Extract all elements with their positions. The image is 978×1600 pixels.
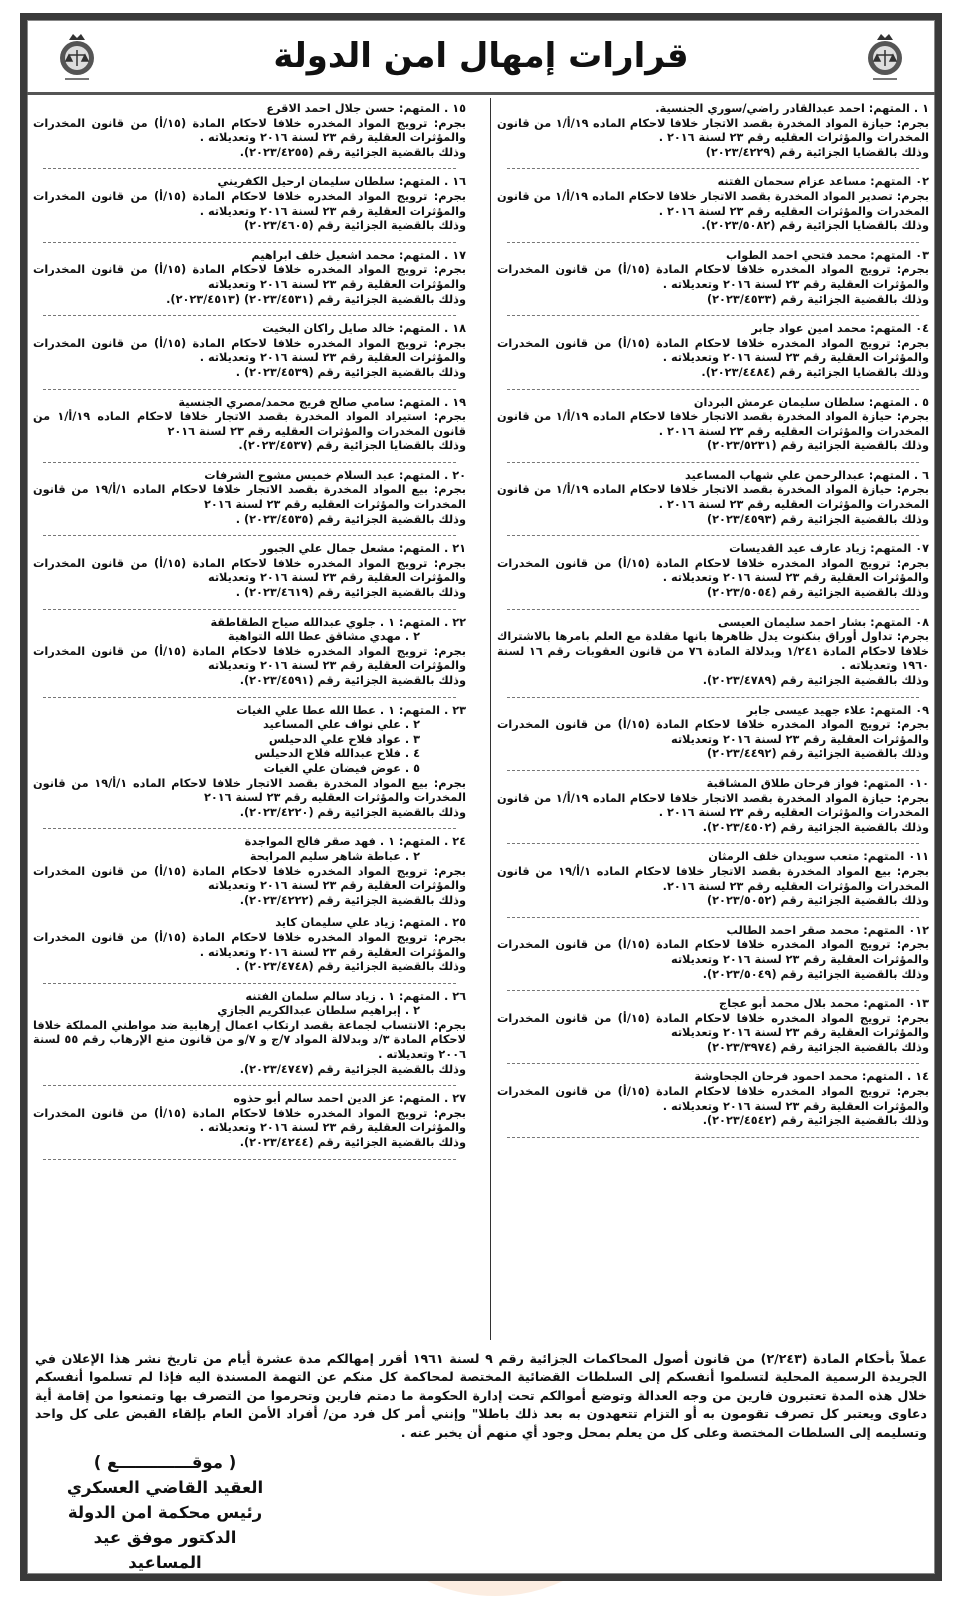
decision-entry [497, 920, 929, 986]
charge-text: بجرم: ترويج المواد المخدره خلافا لاحكام المادة (١٥/أ) من قانون المخدرات والمؤثرات العقلية رقم ٢٣ لسنة ٢٠١٦ وتعديلاته . [33, 336, 466, 365]
charge-text: بجرم: ترويج المواد المخدره خلافا لاحكام المادة (١٥/أ) من قانون المخدرات والمؤثرات العقلية رقم ٢٣ لسنة ٢٠١٦ وتعديلاته . [33, 930, 466, 959]
case-number: وذلك بالقضية الجزائية رقم (٢٠٢٣/٤٢٢٢). [239, 893, 466, 907]
decision-entry [497, 245, 929, 311]
co-accused-name: ٤ . فلاح عبدالله فلاح الدحيلس [254, 747, 420, 761]
decision-entry [33, 318, 466, 384]
dashed-divider [43, 828, 456, 829]
decision-entry [33, 98, 466, 164]
case-number: وذلك بالقضية الجزائية رقم (٢٠٢٣/٤٧٤٨) . [235, 960, 466, 974]
case-number: وذلك بالقضية الجزائية رقم (٢٠٢٣/٣٩٧٤) [706, 1040, 929, 1054]
case-number: وذلك بالقضايا الجزائية رقم (٢٠٢٣/٤٢٢٩) [705, 145, 929, 159]
decision-entry [497, 700, 929, 766]
dashed-divider [507, 609, 919, 610]
decision-entry [497, 993, 929, 1059]
decision-entry [497, 318, 929, 384]
signature-block [55, 1450, 275, 1575]
accused-name: ٢٥ . المتهم: زياد علي سليمان كايد [275, 916, 466, 930]
accused-name: ٠٧ المتهم: زياد عارف عيد القديسات [729, 542, 929, 556]
page-title: قرارات إمهال امن الدولة [273, 36, 689, 76]
dashed-divider [43, 535, 456, 536]
charge-text: بجرم: حيازة المواد المخدرة بقصد الاتجار خلافا لاحكام الماده ١٩/أ/١ من قانون المخدرات والمؤثرات العقليه رقم ٢٣ لسنة ٢٠١٦ . [497, 116, 929, 145]
charge-text: بجرم: ترويج المواد المخدره خلافا لاحكام المادة (١٥/أ) من قانون المخدرات والمؤثرات العقلية رقم ٢٣ لسنة ٢٠١٦ وتعديلاته [33, 556, 466, 585]
accused-name: ٠١٢ المتهم: محمد صقر احمد الطالب [726, 923, 929, 937]
signed-label: ( موقـــــــــــــع ) [93, 1453, 237, 1472]
charge-text: بجرم: حيازة المواد المخدرة بقصد الاتجار خلافا لاحكام الماده ١٩/أ/١ من قانون المخدرات والمؤثرات العقليه رقم ٢٣ لسنة ٢٠١٦ . [497, 410, 929, 438]
case-number: وذلك بالقضية الجزائية رقم (٢٠٢٣/٤٤٩٢) [706, 747, 929, 761]
decision-entry [497, 465, 929, 531]
decision-entry [33, 171, 466, 237]
charge-text: بجرم: ترويج المواد المخدره خلافا لاحكام المادة (١٥/أ) من قانون المخدرات والمؤثرات العقلية رقم ٢٣ لسنة ٢٠١٦ وتعديلاته . [497, 1085, 929, 1113]
dashed-divider [43, 168, 456, 169]
charge-text: بجرم: ترويج المواد المخدره خلافا لاحكام المادة (١٥/أ) من قانون المخدرات والمؤثرات العقلية رقم ٢٣ لسنة ٢٠١٦ وتعديلاته [497, 718, 929, 746]
case-number: وذلك بالقضية الجزائية رقم (٢٠٢٣/٤٥٣٩) . [235, 365, 466, 379]
dashed-divider [507, 770, 919, 771]
charge-text: بجرم: ترويج المواد المخدره خلافا لاحكام المادة (١٥/أ) من قانون المخدرات والمؤثرات العقلية رقم ٢٣ لسنة ٢٠١٦ وتعديلاته [33, 644, 466, 673]
charge-text: بجرم: بيع المواد المخدرة بقصد الاتجار خلافا لاحكام الماده ١/أ/١٩ من قانون المخدرات والمؤثرات العقليه رقم ٢٣ لسنة ٢٠١٦. [497, 864, 929, 893]
dashed-divider [507, 315, 919, 316]
accused-name: ٠٤ المتهم: محمد امين عواد جابر [751, 322, 929, 336]
court-emblem-icon [857, 30, 913, 86]
case-number: وذلك بالقضية الجزائية رقم (٢٠٢٣/٥٠٥٤) [706, 586, 929, 600]
decision-entry [497, 538, 929, 604]
decision-entry [33, 245, 466, 311]
court-emblem-icon [49, 30, 105, 86]
decision-entry [497, 773, 929, 839]
dashed-divider [507, 242, 919, 243]
charge-text: بجرم: ترويج المواد المخدره خلافا لاحكام المادة (١٥/أ) من قانون المخدرات والمؤثرات العقلية رقم ٢٣ لسنة ٢٠١٦ وتعديلاته [497, 938, 929, 966]
charge-text: بجرم: ترويج المواد المخدره خلافا لاحكام المادة (١٥/أ) من قانون المخدرات والمؤثرات العقلية رقم ٢٣ لسنة ٢٠١٦ وتعديلاته . [33, 116, 466, 145]
accused-name: ٢٤ . المتهم: ١ . فهد صقر فالح المواجدة [244, 835, 466, 849]
case-number: وذلك بالقضية الجزائية رقم (٢٠٢٣/٤٥٤٢). [702, 1114, 929, 1128]
accused-name: ٠١٠ المتهم: فواز فرحان طلاق المشاقبة [706, 776, 929, 790]
header [27, 20, 935, 95]
accused-name: ١٥ . المتهم: حسن جلال احمد الاقرع [266, 102, 466, 115]
accused-name: ٢١ . المتهم: مشعل جمال علي الجبور [260, 542, 466, 556]
signatory-name: الدكتور موفق عيد المساعيد [93, 1528, 237, 1572]
accused-name: ١٨ . المتهم: خالد صايل راكان البخيت [262, 322, 466, 336]
charge-text: بجرم: بيع المواد المخدرة بقصد الاتجار خلافا لاحكام الماده ١/أ/١٩ من قانون المخدرات والمؤثرات العقليه رقم ٢٣ لسنة ٢٠١٦ [33, 776, 466, 805]
co-accused-name: ٥ . عوض فيضان علي الغيات [263, 761, 420, 775]
decision-entry [497, 98, 929, 164]
decision-entry [33, 912, 466, 978]
case-number: وذلك بالقضية الجزائية رقم (٢٠٢٣/٤٥٣١) (٢٠٢٣/٤٥١٣). [166, 292, 466, 306]
dashed-divider [507, 1063, 919, 1064]
charge-text: بجرم: بيع المواد المخدرة بقصد الاتجار خلافا لاحكام الماده ١/أ/١٩ من قانون المخدرات والمؤثرات العقليه رقم ٢٣ لسنة ٢٠١٦ [33, 483, 466, 512]
case-number: وذلك بالقضية الجزائية رقم (٢٠٢٣/٤٥٣٥) . [235, 512, 466, 526]
decision-entry [33, 1088, 466, 1154]
accused-name: ٠٢ المتهم: مساعد عزام سحمان الفتنه [717, 175, 929, 189]
accused-name: ٠١٣ المتهم: محمد بلال محمد أبو عجاج [719, 997, 929, 1011]
case-number: وذلك بالقضية الجزائية رقم (٢٠٢٣/٤٦٠٥) [243, 219, 466, 233]
case-number: وذلك بالقضية الجزائية رقم (٢٠٢٣/٤٢٤٤). [239, 1136, 466, 1150]
accused-name: ١٤ . المتهم: محمد احمود فرحان الجحاوشة [694, 1070, 929, 1084]
accused-name: ٠٣ المتهم: محمد فتحي احمد الطواب [726, 248, 929, 262]
co-accused-name: ٢ . عباطة شاهر سليم المرابحة [249, 849, 420, 863]
dashed-divider [507, 389, 919, 390]
case-number: وذلك بالقضية الجزائية رقم (٢٠٢٣/٤٥٠٢). [702, 820, 929, 834]
charge-text: بجرم: حيازة المواد المخدرة بقصد الاتجار خلافا لاحكام الماده ١٩/أ/١ من قانون المخدرات والمؤثرات العقليه رقم ٢٣ لسنة ٢٠١٦ . [497, 483, 929, 512]
co-accused-name: ٢ . مهدي مشاقق عطا الله التواهية [228, 630, 420, 644]
charge-text: بجرم: ترويج المواد المخدره خلافا لاحكام المادة (١٥/أ) من قانون المخدرات والمؤثرات العقلية رقم ٢٣ لسنة ٢٠١٦ وتعديلاته . [33, 189, 466, 218]
decision-entry [497, 1066, 929, 1132]
accused-name: ١٦ . المتهم: سلطان سليمان ارحيل الكفريني [217, 175, 466, 189]
decision-entry [497, 392, 929, 458]
decision-entry [33, 986, 466, 1082]
accused-name: ٦ . المتهم: عبدالرحمن علي شهاب المساعيد [684, 468, 929, 482]
case-number: وذلك بالقضية الجزائية رقم (٢٠٢٣/٤٥٣٣) [706, 292, 929, 306]
charge-text: بجرم: ترويج المواد المخدره خلافا لاحكام المادة (١٥/أ) من قانون المخدرات والمؤثرات العقلية رقم ٢٣ لسنة ٢٠١٦ وتعديلاته . [497, 263, 929, 291]
case-number: وذلك بالقضايا الجزائية رقم (٢٠٢٣/٥٠٨٢). [701, 219, 929, 233]
charge-text: بجرم: حيازة المواد المخدرة بقصد الاتجار خلافا لاحكام الماده ١٩/أ/١ من قانون المخدرات والمؤثرات العقليه رقم ٢٣ لسنة ٢٠١٦ . [497, 791, 929, 820]
legal-notice-paragraph: عملاً بأحكام المادة (٢/٢٤٣) من قانون أصول المحاكمات الجزائية رقم ٩ لسنة ١٩٦١ أقرر إمهالكم مدة عشرة أيام من تاريخ نشر هذا الإعلان في الجريدة الرسمية المحلية لتسلموا أنفسكم إلى السلطات القضائية المختصة لمحاكمة كل منكم عن التهمة المسندة اليه فإذا لم تسلموا أنفسكم خلال هذه المدة تعتبرون فارين من وجه العدالة وتوضع أموالكم تحت إدارة الحكومة ما دمتم فارين وتحرموا من التصرف بها وتمنعوا من إقامة أية دعاوى ويعتبر كل تصرف تقومون به أو التزام تتعهدون به بعد ذلك باطلا" وإنني أمر كل فرد من/ أفراد الأمن العام بإلقاء القبض على كل واحد وتسليمه إلى السلطات المختصة وعلى كل من يعلم بمحل وجود أي منهم أن يخبر عنه . [35, 1351, 927, 1440]
charge-text: بجرم: الانتساب لجماعة بقصد ارتكاب اعمال إرهابية ضد مواطني المملكة خلافا لاحكام المادة ٣/د وبدلالة المواد ٧/ج و ٧/و من قانون منع الإرهاب رقم ٥٥ لسنة ٢٠٠٦ وتعديلاته . [33, 1018, 466, 1062]
signatory-rank: العقيد القاضي العسكري [66, 1478, 264, 1497]
accused-name: ٢٣ . المتهم: ١ . عطا الله عطا علي الغيات [236, 703, 466, 717]
dashed-divider [43, 697, 456, 698]
dashed-divider [507, 462, 919, 463]
decision-entry [33, 700, 466, 825]
dashed-divider [43, 389, 456, 390]
charge-text: بجرم: ترويج المواد المخدره خلافا لاحكام المادة (١٥/أ) من قانون المخدرات والمؤثرات العقلية رقم ٢٣ لسنة ٢٠١٦ وتعديلاته . [33, 1106, 466, 1135]
co-accused-name: ٢ . علي نواف علي المساعيد [263, 718, 420, 732]
decision-entry [33, 612, 466, 693]
co-accused-name: ٣ . عواد فلاح علي الدحيلس [268, 732, 420, 746]
case-number: وذلك بالقضية الجزائية رقم (٢٠٢٣/٤٧٤٧). [239, 1062, 466, 1076]
case-number: وذلك بالقضية الجزائية رقم (٢٠٢٣/٤٢٢٠). [239, 805, 466, 819]
charge-text: بجرم: استيراد المواد المخدرة بقصد الاتجار خلافا لاحكام الماده ١٩/أ/١ من قانون المخدرات والمؤثرات العقليه رقم ٢٣ لسنة ٢٠١٦ [33, 410, 466, 438]
case-number: وذلك بالقضايا الجزائية رقم (٢٠٢٣/٤٥٣٧). [238, 439, 466, 453]
charge-text: بجرم: ترويج المواد المخدره خلافا لاحكام المادة (١٥/أ) من قانون المخدرات والمؤثرات العقلية رقم ٢٣ لسنة ٢٠١٦ وتعديلاته . [497, 556, 929, 585]
case-number: وذلك بالقضية الجزائية رقم (٢٠٢٣/٤٥٩٣) [706, 512, 929, 526]
dashed-divider [43, 609, 456, 610]
case-number: وذلك بالقضية الجزائية رقم (٢٠٢٣/٥٠٥٢) [706, 894, 929, 908]
case-number: وذلك بالقضية الجزائية رقم (٢٠٢٣/٤٢٥٥). [239, 145, 466, 159]
accused-name: ١٩ . المتهم: سامي صالح فريج محمد/مصري الجنسية [178, 395, 466, 409]
charge-text: بجرم: ترويج المواد المخدره خلافا لاحكام المادة (١٥/أ) من قانون المخدرات والمؤثرات العقلية رقم ٢٣ لسنة ٢٠١٦ وتعديلاته . [497, 336, 929, 365]
accused-name: ٠٩ المتهم: علاء جهيد عيسى جابر [746, 703, 929, 717]
charge-text: بجرم: ترويج المواد المخدره خلافا لاحكام المادة (١٥/أ) من قانون المخدرات والمؤثرات العقلية رقم ٢٣ لسنة ٢٠١٦ وتعديلاته [33, 263, 466, 291]
decision-entry [33, 831, 466, 912]
accused-name: ٥ . المتهم: سلطان سليمان عرمش البردان [693, 395, 929, 409]
case-number: وذلك بالقضية الجزائية رقم (٢٠٢٣/٥٠٤٩). [702, 967, 929, 981]
dashed-divider [507, 697, 919, 698]
case-number: وذلك بالقضية الجزائية رقم (٢٠٢٣/٤٦١٩) . [235, 586, 466, 600]
right-column [490, 98, 935, 1340]
charge-text: بجرم: ترويج المواد المخدره خلافا لاحكام المادة (١٥/أ) من قانون المخدرات والمؤثرات العقلية رقم ٢٣ لسنة ٢٠١٦ وتعديلاته [497, 1011, 929, 1040]
accused-name: ٢٧ . المتهم: عز الدين احمد سالم أبو حذوه [233, 1092, 466, 1106]
left-column [27, 98, 472, 1340]
case-number: وذلك بالقضايا الجزائية رقم (٢٠٢٣/٤٤٨٤). [701, 365, 929, 379]
case-number: وذلك بالقضية الجزائية رقم (٢٠٢٣/٤٧٨٩). [702, 674, 929, 687]
decision-entry [33, 465, 466, 531]
dashed-divider [43, 983, 456, 984]
accused-name: ٢٠ . المتهم: عبد السلام خميس مشوح الشرفات [204, 468, 466, 482]
accused-name: ١ . المتهم: احمد عبدالقادر راضي/سوري الجنسية. [655, 102, 929, 115]
accused-name: ٢٦ . المتهم: ١ . زياد سالم سلمان الفتنه [245, 989, 466, 1003]
decisions-columns [27, 98, 935, 1340]
dashed-divider [507, 535, 919, 536]
decision-entry [33, 538, 466, 604]
dashed-divider [43, 462, 456, 463]
decision-entry [497, 846, 929, 912]
charge-text: بجرم: ترويج المواد المخدره خلافا لاحكام المادة (١٥/أ) من قانون المخدرات والمؤثرات العقلية رقم ٢٣ لسنة ٢٠١٦ وتعديلاته [33, 864, 466, 893]
case-number: وذلك بالقضية الجزائية رقم (٢٠٢٣/٤٥٩١). [239, 674, 466, 687]
accused-name: ٠١١ المتهم: متعب سويدان خلف الرمثان [708, 850, 929, 864]
co-accused-name: ٢ . إبراهيم سلطان عبدالكريم الجازي [217, 1004, 420, 1018]
dashed-divider [507, 990, 919, 991]
charge-text: بجرم: تصدير المواد المخدرة بقصد الاتجار خلافا لاحكام الماده ١٩/أ/١ من قانون المخدرات والمؤثرات العقليه رقم ٢٣ لسنة ٢٠١٦ . [497, 189, 929, 218]
dashed-divider [507, 917, 919, 918]
case-number: وذلك بالقضية الجزائية رقم (٢٠٢٣/٥٢٣١) [706, 439, 929, 453]
notice-frame [20, 13, 942, 1581]
signatory-position: رئيس محكمة امن الدولة [67, 1503, 263, 1522]
dashed-divider [507, 843, 919, 844]
charge-text: بجرم: تداول أوراق بنكنوت يدل ظاهرها بانها مقلدة مع العلم بامرها بالاشتراك خلافا لاحكام المادة ١/٢٤١ وبدلالة المادة ٧٦ من قانون العقوبات رقم ١٦ لسنة ١٩٦٠ وتعديلاته . [497, 630, 930, 673]
dashed-divider [507, 1137, 919, 1138]
dashed-divider [43, 315, 456, 316]
dashed-divider [43, 1159, 456, 1160]
accused-name: ١٧ . المتهم: محمد اشعيل خلف ابراهيم [251, 248, 466, 262]
dashed-divider [43, 1085, 456, 1086]
decision-entry [497, 171, 929, 237]
decision-entry [497, 612, 929, 693]
dashed-divider [507, 168, 919, 169]
dashed-divider [43, 242, 456, 243]
accused-name: ٢٢ . المتهم: ١ . جلوي عبدالله صياح الطقاطقة [210, 615, 466, 629]
decision-entry [33, 392, 466, 458]
accused-name: ٠٨ المتهم: بشار احمد سليمان العيسى [717, 615, 929, 629]
